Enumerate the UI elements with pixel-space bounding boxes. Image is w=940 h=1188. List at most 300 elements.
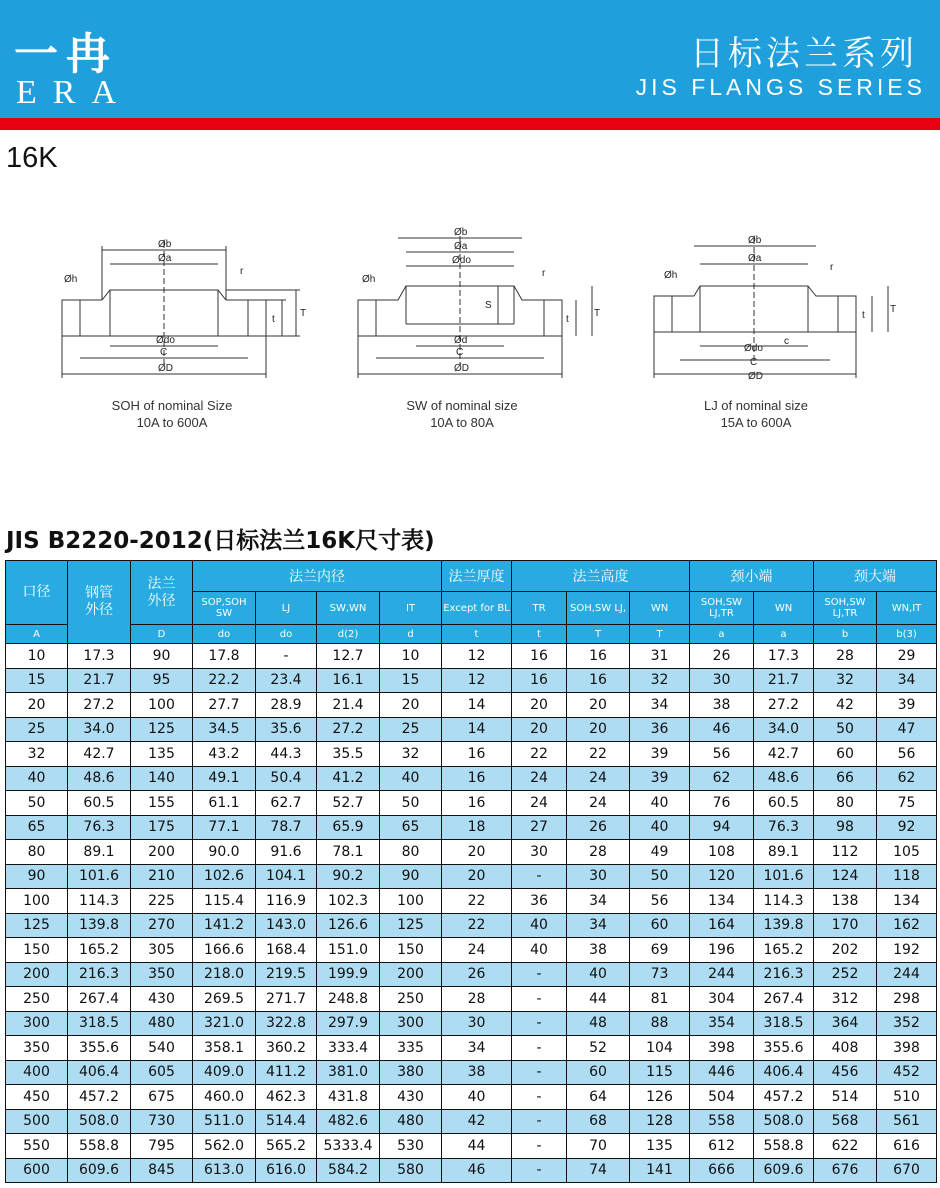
- table-cell: 40: [442, 1085, 512, 1110]
- table-cell: 104.1: [256, 864, 317, 889]
- table-cell: 561: [877, 1109, 937, 1134]
- table-cell: 60: [814, 742, 877, 767]
- table-cell: 27.2: [317, 717, 380, 742]
- table-cell: -: [512, 1158, 567, 1183]
- subheader-cell: Except for BL: [442, 592, 512, 625]
- table-cell: 69: [630, 938, 690, 963]
- table-cell: 24: [512, 766, 567, 791]
- table-cell: 457.2: [68, 1085, 131, 1110]
- dim-label-T: T: [300, 308, 307, 319]
- table-cell: 616.0: [256, 1158, 317, 1183]
- table-row: [6, 644, 937, 669]
- table-cell: 141.2: [193, 913, 256, 938]
- table-cell: 550: [6, 1134, 68, 1159]
- dim-label-do: Ødo: [744, 343, 763, 354]
- table-cell: 350: [131, 962, 193, 987]
- table-cell: 81: [630, 987, 690, 1012]
- table-cell: 216.3: [68, 962, 131, 987]
- table-cell: 143.0: [256, 913, 317, 938]
- table-cell: 44: [442, 1134, 512, 1159]
- table-cell: 125: [380, 913, 442, 938]
- table-cell: 452: [877, 1060, 937, 1085]
- table-cell: 584.2: [317, 1158, 380, 1183]
- table-cell: 15: [380, 668, 442, 693]
- table-cell: 14: [442, 693, 512, 718]
- table-cell: 76.3: [68, 815, 131, 840]
- table-cell: 20: [380, 693, 442, 718]
- table-cell: 48.6: [68, 766, 131, 791]
- subheader-cell: IT: [380, 592, 442, 625]
- table-cell: 17.3: [68, 644, 131, 669]
- table-cell: 192: [877, 938, 937, 963]
- symbol-cell: d: [380, 625, 442, 644]
- table-cell: 12: [442, 644, 512, 669]
- table-cell: 18: [442, 815, 512, 840]
- symbol-cell: t: [512, 625, 567, 644]
- table-cell: 380: [380, 1060, 442, 1085]
- table-cell: 151.0: [317, 938, 380, 963]
- table-cell: 165.2: [754, 938, 814, 963]
- table-cell: 73: [630, 962, 690, 987]
- table-cell: 47: [877, 717, 937, 742]
- table-row: [6, 791, 937, 816]
- table-cell: 50: [380, 791, 442, 816]
- symbol-cell: T: [567, 625, 630, 644]
- table-cell: -: [512, 987, 567, 1012]
- table-cell: 22: [442, 913, 512, 938]
- table-cell: 16: [442, 766, 512, 791]
- table-cell: 48: [567, 1011, 630, 1036]
- table-cell: 38: [690, 693, 754, 718]
- symbol-cell: do: [256, 625, 317, 644]
- table-row: [6, 913, 937, 938]
- table-cell: 612: [690, 1134, 754, 1159]
- header-height: 法兰高度: [512, 561, 690, 592]
- symbol-cell: A: [6, 625, 68, 644]
- sw-caption-line1: SW of nominal size: [406, 398, 518, 413]
- table-cell: 20: [512, 717, 567, 742]
- table-cell: 480: [131, 1011, 193, 1036]
- table-cell: 199.9: [317, 962, 380, 987]
- table-cell: 39: [877, 693, 937, 718]
- table-cell: 32: [814, 668, 877, 693]
- table-cell: 139.8: [68, 913, 131, 938]
- table-cell: 244: [877, 962, 937, 987]
- subheader-cell: WN: [630, 592, 690, 625]
- table-cell: 358.1: [193, 1036, 256, 1061]
- table-cell: 26: [442, 962, 512, 987]
- table-cell: 675: [131, 1085, 193, 1110]
- table-cell: 219.5: [256, 962, 317, 987]
- table-cell: 24: [567, 791, 630, 816]
- table-cell: 35.6: [256, 717, 317, 742]
- table-cell: 62.7: [256, 791, 317, 816]
- table-cell: 558: [690, 1109, 754, 1134]
- table-cell: 352: [877, 1011, 937, 1036]
- table-cell: 446: [690, 1060, 754, 1085]
- table-cell: 80: [814, 791, 877, 816]
- table-cell: 60.5: [754, 791, 814, 816]
- table-cell: -: [256, 644, 317, 669]
- table-cell: 108: [690, 840, 754, 865]
- table-cell: 38: [442, 1060, 512, 1085]
- table-cell: 120: [690, 864, 754, 889]
- table-cell: 49: [630, 840, 690, 865]
- table-cell: 150: [380, 938, 442, 963]
- table-cell: 540: [131, 1036, 193, 1061]
- table-cell: 508.0: [68, 1109, 131, 1134]
- table-cell: 135: [630, 1134, 690, 1159]
- table-cell: 60: [630, 913, 690, 938]
- table-cell: 200: [6, 962, 68, 987]
- table-cell: -: [512, 1134, 567, 1159]
- subheader-cell: LJ: [256, 592, 317, 625]
- table-cell: 41.2: [317, 766, 380, 791]
- table-cell: 40: [380, 766, 442, 791]
- table-cell: 114.3: [754, 889, 814, 914]
- subheader-cell: SOH,SW LJ,: [567, 592, 630, 625]
- table-cell: 166.6: [193, 938, 256, 963]
- header-thickness: 法兰厚度: [442, 561, 512, 592]
- header-nominal: 口径: [6, 561, 68, 625]
- table-cell: 666: [690, 1158, 754, 1183]
- table-cell: 26: [690, 644, 754, 669]
- soh-caption-line2: 10A to 600A: [136, 415, 208, 430]
- table-cell: 91.6: [256, 840, 317, 865]
- table-cell: 49.1: [193, 766, 256, 791]
- dim-label-a: Øa: [158, 253, 172, 264]
- table-row: [6, 1109, 937, 1134]
- table-row: [6, 742, 937, 767]
- header-inner-dia: 法兰内径: [193, 561, 442, 592]
- subheader-cell: SOP,SOH SW: [193, 592, 256, 625]
- table-cell: 32: [630, 668, 690, 693]
- table-cell: 333.4: [317, 1036, 380, 1061]
- table-cell: 25: [6, 717, 68, 742]
- table-cell: 321.0: [193, 1011, 256, 1036]
- table-cell: 62: [877, 766, 937, 791]
- table-cell: 29: [877, 644, 937, 669]
- table-cell: 64: [567, 1085, 630, 1110]
- header-flange-od: 法兰外径: [131, 561, 193, 625]
- table-cell: 56: [630, 889, 690, 914]
- table-cell: 56: [877, 742, 937, 767]
- table-cell: 40: [630, 815, 690, 840]
- table-cell: 134: [877, 889, 937, 914]
- table-cell: 244: [690, 962, 754, 987]
- dim-label-a: Øa: [748, 253, 762, 264]
- pressure-class-heading: 16K: [6, 142, 58, 174]
- table-cell: 80: [380, 840, 442, 865]
- logo: 一冉: [14, 29, 118, 80]
- table-cell: 10: [6, 644, 68, 669]
- table-cell: 430: [380, 1085, 442, 1110]
- table-cell: 65.9: [317, 815, 380, 840]
- sw-caption-line2: 10A to 80A: [430, 415, 494, 430]
- table-row: [6, 668, 937, 693]
- table-cell: 271.7: [256, 987, 317, 1012]
- table-cell: 431.8: [317, 1085, 380, 1110]
- table-cell: 5333.4: [317, 1134, 380, 1159]
- table-cell: 30: [512, 840, 567, 865]
- table-cell: 90: [131, 644, 193, 669]
- table-cell: 40: [512, 913, 567, 938]
- table-cell: 46: [690, 717, 754, 742]
- table-cell: 398: [877, 1036, 937, 1061]
- table-cell: 24: [512, 791, 567, 816]
- symbol-cell: T: [630, 625, 690, 644]
- table-cell: 28: [567, 840, 630, 865]
- table-cell: 562.0: [193, 1134, 256, 1159]
- table-cell: 66: [814, 766, 877, 791]
- table-cell: 39: [630, 766, 690, 791]
- table-cell: 322.8: [256, 1011, 317, 1036]
- table-cell: -: [512, 864, 567, 889]
- table-cell: 95: [131, 668, 193, 693]
- table-cell: 28.9: [256, 693, 317, 718]
- table-cell: 98: [814, 815, 877, 840]
- table-cell: 482.6: [317, 1109, 380, 1134]
- table-cell: 60: [567, 1060, 630, 1085]
- table-cell: 175: [131, 815, 193, 840]
- table-cell: 125: [6, 913, 68, 938]
- table-cell: 355.6: [68, 1036, 131, 1061]
- table-cell: 80: [6, 840, 68, 865]
- table-cell: 150: [6, 938, 68, 963]
- table-cell: 270: [131, 913, 193, 938]
- table-cell: 77.1: [193, 815, 256, 840]
- table-cell: 218.0: [193, 962, 256, 987]
- flange-diagrams: [0, 224, 940, 440]
- table-cell: 100: [131, 693, 193, 718]
- table-cell: 20: [512, 693, 567, 718]
- table-cell: 511.0: [193, 1109, 256, 1134]
- table-row: [6, 693, 937, 718]
- table-cell: 114.3: [68, 889, 131, 914]
- table-cell: 514: [814, 1085, 877, 1110]
- table-row: [6, 1158, 937, 1183]
- table-cell: 300: [380, 1011, 442, 1036]
- dimension-table: [5, 560, 937, 1183]
- table-cell: 504: [690, 1085, 754, 1110]
- table-cell: 100: [6, 889, 68, 914]
- symbol-cell: D: [131, 625, 193, 644]
- table-cell: 50: [6, 791, 68, 816]
- table-cell: 74: [567, 1158, 630, 1183]
- table-cell: 297.9: [317, 1011, 380, 1036]
- dim-label-h: Øh: [362, 274, 376, 285]
- table-cell: 89.1: [68, 840, 131, 865]
- table-cell: 42.7: [68, 742, 131, 767]
- table-cell: -: [512, 1060, 567, 1085]
- table-cell: 267.4: [68, 987, 131, 1012]
- table-cell: 216.3: [754, 962, 814, 987]
- table-cell: 30: [567, 864, 630, 889]
- table-cell: 125: [131, 717, 193, 742]
- table-cell: 200: [380, 962, 442, 987]
- table-cell: 22: [567, 742, 630, 767]
- table-cell: 622: [814, 1134, 877, 1159]
- dim-label-b: Øb: [748, 235, 762, 246]
- table-cell: 22: [512, 742, 567, 767]
- subheader-cell: SOH,SW LJ,TR: [814, 592, 877, 625]
- table-cell: 34.0: [68, 717, 131, 742]
- dim-label-t: t: [566, 314, 569, 325]
- table-cell: 16: [512, 644, 567, 669]
- table-cell: 32: [6, 742, 68, 767]
- table-cell: 795: [131, 1134, 193, 1159]
- table-cell: 530: [380, 1134, 442, 1159]
- table-cell: 78.1: [317, 840, 380, 865]
- table-cell: 17.8: [193, 644, 256, 669]
- table-title: JIS B2220-2012(日标法兰16K尺寸表): [6, 528, 435, 554]
- table-cell: 61.1: [193, 791, 256, 816]
- table-cell: 34.5: [193, 717, 256, 742]
- symbol-cell: a: [754, 625, 814, 644]
- table-cell: 304: [690, 987, 754, 1012]
- dim-label-D: ØD: [158, 363, 173, 374]
- table-cell: 46: [442, 1158, 512, 1183]
- table-cell: 15: [6, 668, 68, 693]
- table-row: [6, 889, 937, 914]
- table-cell: 16: [567, 644, 630, 669]
- table-row: [6, 840, 937, 865]
- table-cell: 105: [877, 840, 937, 865]
- table-cell: 252: [814, 962, 877, 987]
- table-cell: 139.8: [754, 913, 814, 938]
- table-cell: 40: [567, 962, 630, 987]
- table-cell: 76.3: [754, 815, 814, 840]
- table-cell: 580: [380, 1158, 442, 1183]
- table-cell: 613.0: [193, 1158, 256, 1183]
- table-cell: 35.5: [317, 742, 380, 767]
- table-cell: 381.0: [317, 1060, 380, 1085]
- dim-label-T: T: [594, 308, 601, 319]
- table-cell: 462.3: [256, 1085, 317, 1110]
- table-row: [6, 1011, 937, 1036]
- dim-label-d: Ød: [454, 335, 468, 346]
- table-cell: 40: [512, 938, 567, 963]
- table-cell: 141: [630, 1158, 690, 1183]
- table-cell: 52: [567, 1036, 630, 1061]
- dim-label-r: r: [240, 266, 244, 277]
- table-cell: 128: [630, 1109, 690, 1134]
- table-cell: 30: [442, 1011, 512, 1036]
- dim-label-S: S: [485, 300, 492, 311]
- table-cell: 250: [6, 987, 68, 1012]
- table-cell: 88: [630, 1011, 690, 1036]
- table-cell: 56: [690, 742, 754, 767]
- table-cell: 100: [380, 889, 442, 914]
- table-cell: 21.7: [754, 668, 814, 693]
- table-cell: 75: [877, 791, 937, 816]
- table-cell: 21.7: [68, 668, 131, 693]
- table-cell: 24: [567, 766, 630, 791]
- table-cell: 267.4: [754, 987, 814, 1012]
- header-pipe-od: 钢管外径: [68, 561, 131, 644]
- subheader-cell: SOH,SW LJ,TR: [690, 592, 754, 625]
- soh-flange-drawing: [62, 242, 300, 378]
- table-cell: 508.0: [754, 1109, 814, 1134]
- table-cell: 558.8: [754, 1134, 814, 1159]
- table-cell: 34: [567, 913, 630, 938]
- series-subtitle: JIS FLANGS SERIES: [635, 74, 926, 100]
- table-cell: 27.2: [754, 693, 814, 718]
- table-cell: 50.4: [256, 766, 317, 791]
- table-cell: 34: [630, 693, 690, 718]
- table-cell: 126: [630, 1085, 690, 1110]
- header-neck-large: 颈大端: [814, 561, 937, 592]
- dim-label-b: Øb: [158, 239, 172, 250]
- table-row: [6, 815, 937, 840]
- table-cell: 20: [567, 717, 630, 742]
- table-cell: 90.0: [193, 840, 256, 865]
- table-cell: 34: [877, 668, 937, 693]
- table-cell: 134: [690, 889, 754, 914]
- table-cell: 364: [814, 1011, 877, 1036]
- table-cell: 165.2: [68, 938, 131, 963]
- table-cell: 94: [690, 815, 754, 840]
- dim-label-a: Øa: [454, 241, 468, 252]
- table-cell: 25: [380, 717, 442, 742]
- table-cell: 43.2: [193, 742, 256, 767]
- table-cell: 140: [131, 766, 193, 791]
- dim-label-D: ØD: [748, 371, 763, 382]
- table-cell: -: [512, 1011, 567, 1036]
- symbol-cell: d(2): [317, 625, 380, 644]
- dim-label-do: Ødo: [156, 335, 175, 346]
- dim-label-c: c: [784, 336, 789, 347]
- table-cell: 48.6: [754, 766, 814, 791]
- table-cell: 616: [877, 1134, 937, 1159]
- table-cell: 514.4: [256, 1109, 317, 1134]
- table-cell: 409.0: [193, 1060, 256, 1085]
- table-cell: 44.3: [256, 742, 317, 767]
- table-cell: 138: [814, 889, 877, 914]
- table-cell: 40: [630, 791, 690, 816]
- table-cell: 20: [6, 693, 68, 718]
- table-cell: 318.5: [68, 1011, 131, 1036]
- table-row: [6, 1134, 937, 1159]
- table-cell: 568: [814, 1109, 877, 1134]
- table-cell: 225: [131, 889, 193, 914]
- dim-label-h: Øh: [64, 274, 78, 285]
- table-cell: 162: [877, 913, 937, 938]
- dim-label-D: ØD: [454, 363, 469, 374]
- table-cell: 164: [690, 913, 754, 938]
- table-cell: 16: [567, 668, 630, 693]
- table-cell: 430: [131, 987, 193, 1012]
- table-cell: 102.3: [317, 889, 380, 914]
- dim-label-h: Øh: [664, 270, 678, 281]
- table-cell: 92: [877, 815, 937, 840]
- table-cell: 305: [131, 938, 193, 963]
- symbol-cell: b(3): [877, 625, 937, 644]
- symbol-row: [6, 625, 937, 644]
- dim-label-r: r: [830, 262, 834, 273]
- table-cell: 400: [6, 1060, 68, 1085]
- table-cell: 89.1: [754, 840, 814, 865]
- table-cell: 42: [814, 693, 877, 718]
- table-cell: 14: [442, 717, 512, 742]
- table-cell: 500: [6, 1109, 68, 1134]
- table-cell: -: [512, 1109, 567, 1134]
- table-cell: 50: [630, 864, 690, 889]
- table-cell: 318.5: [754, 1011, 814, 1036]
- table-cell: 68: [567, 1109, 630, 1134]
- table-cell: 730: [131, 1109, 193, 1134]
- table-cell: 70: [567, 1134, 630, 1159]
